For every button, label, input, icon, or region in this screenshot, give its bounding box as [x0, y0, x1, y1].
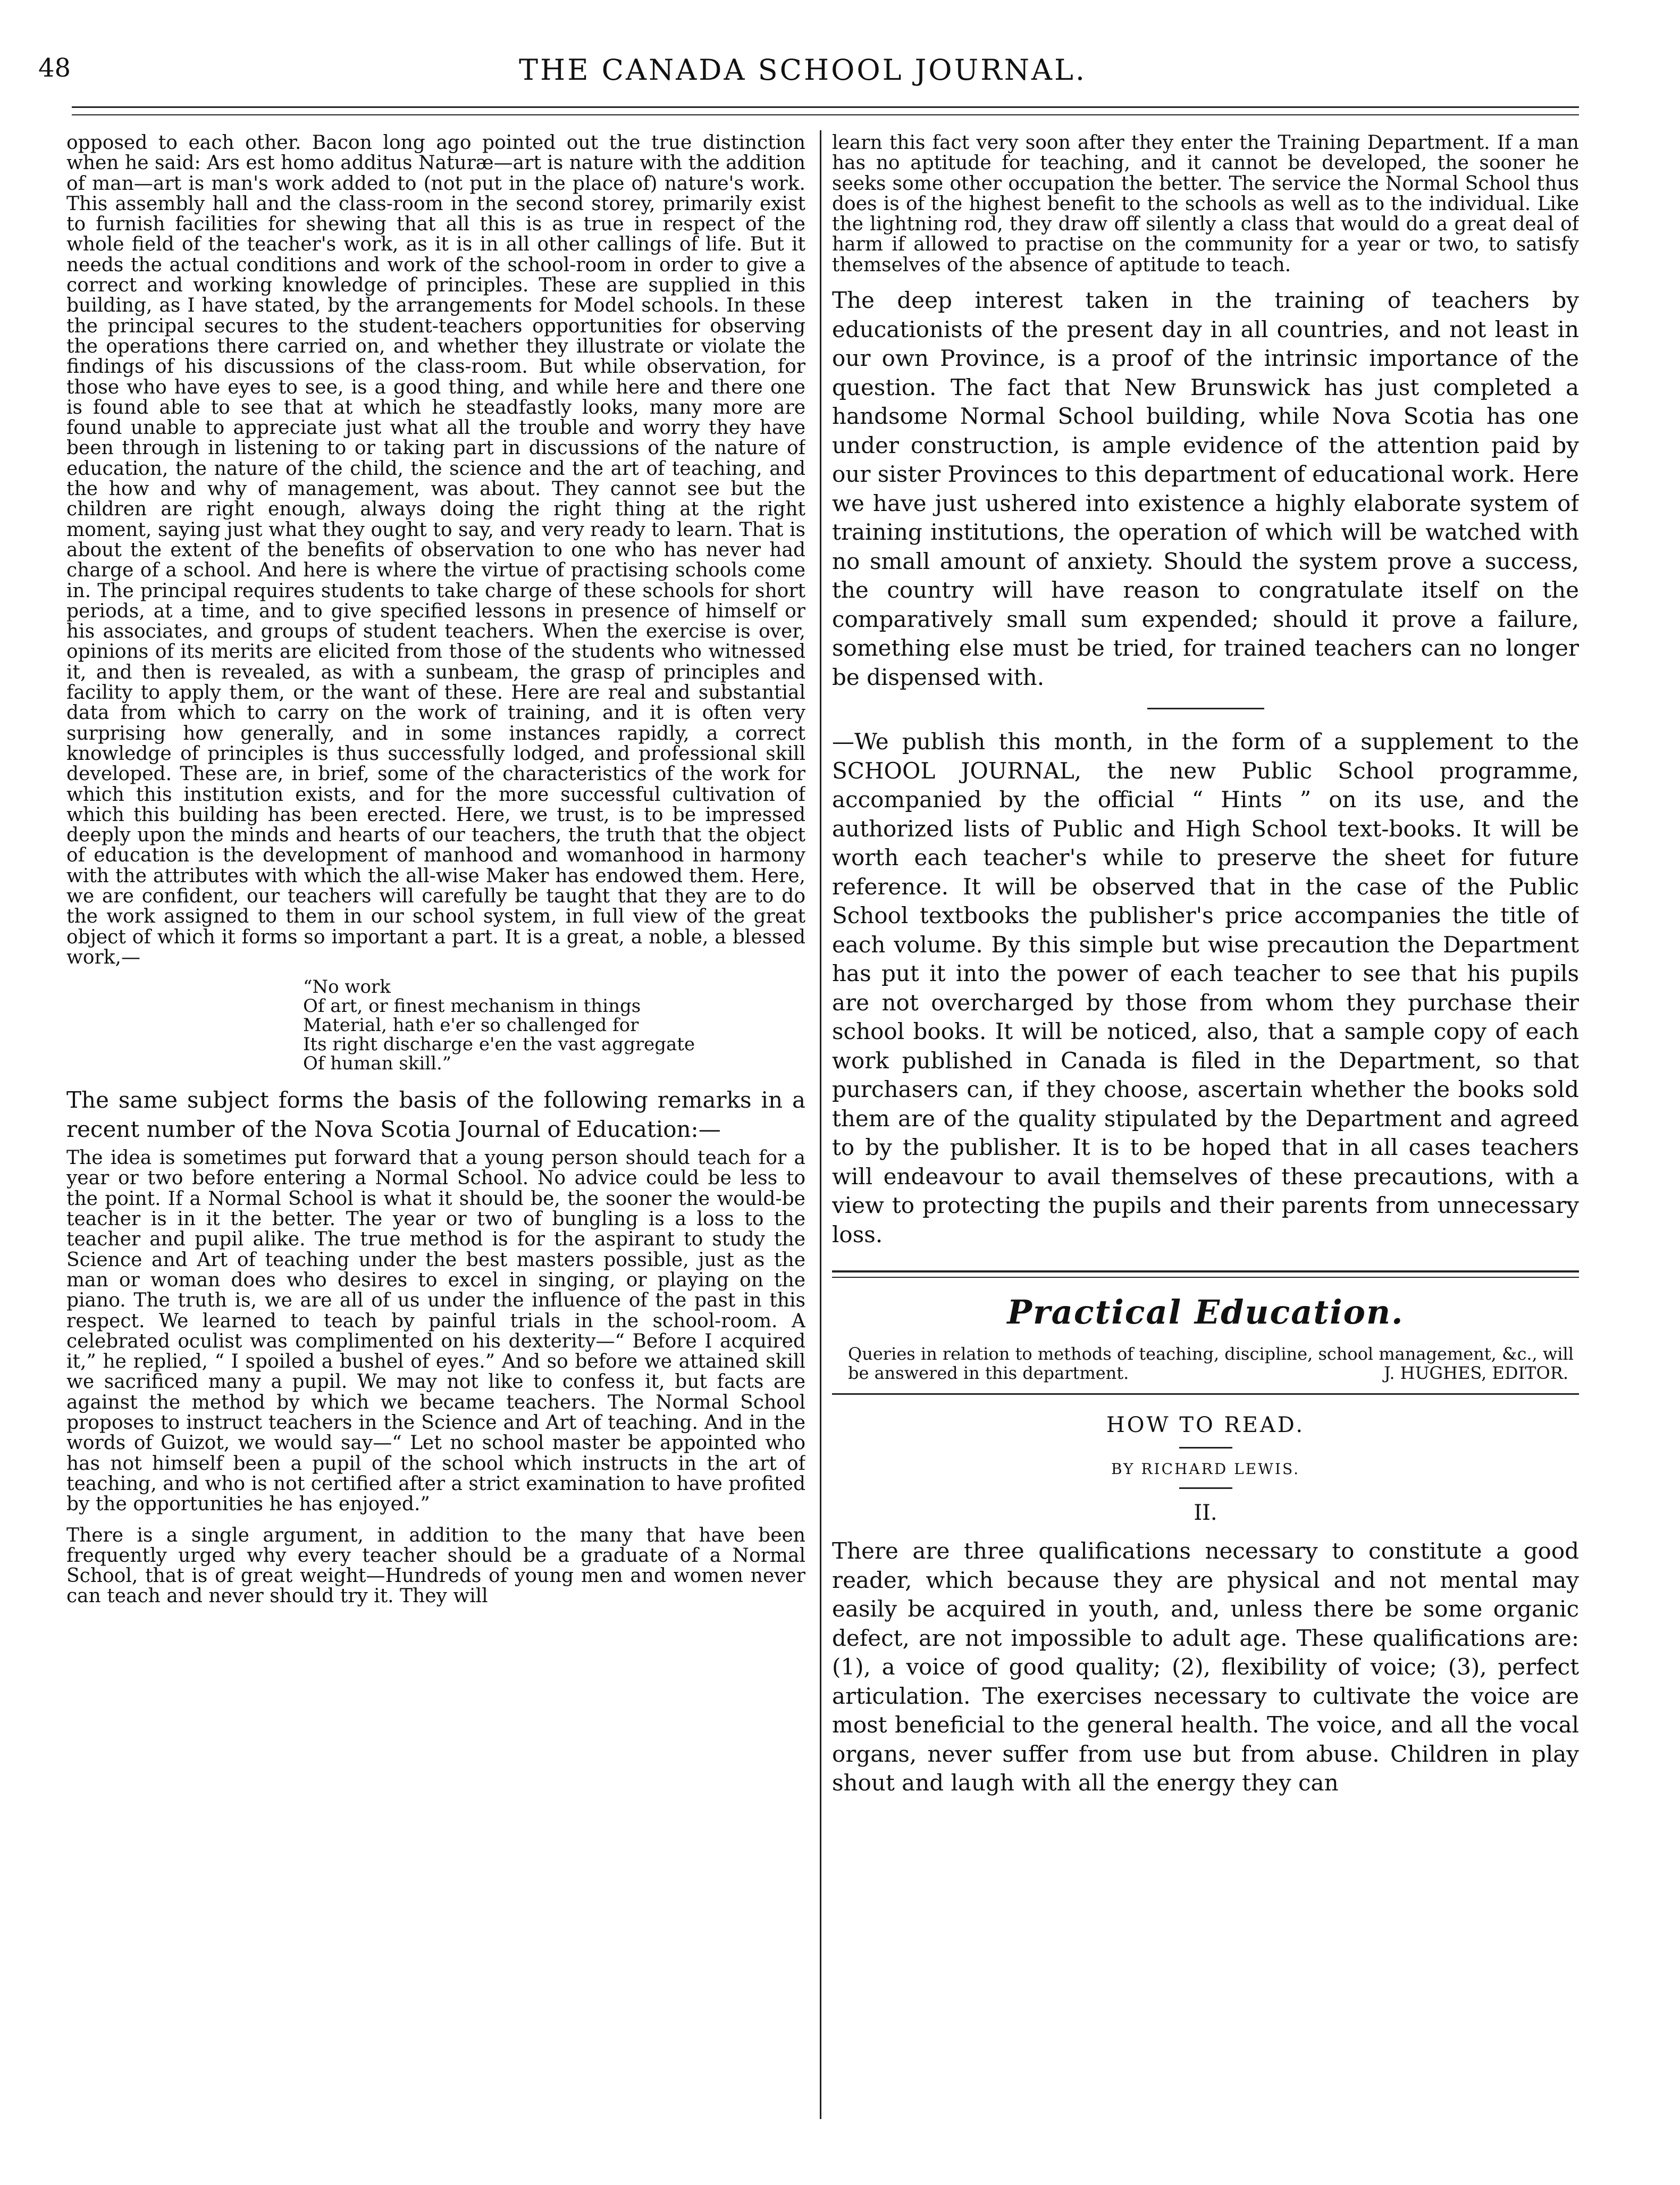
- section-title-practical-education: Practical Education.: [1007, 1293, 1404, 1332]
- poem-quote: [303, 977, 805, 1073]
- poem-line: Of human skill.”: [303, 1053, 452, 1075]
- paragraph-nova-scotia-quote: The idea is sometimes put forward that a young person should teach for a year or two before entering a Normal School. No advice could be less to the point. If a Normal School is what it should be, the sooner the would-be teacher is in it the better. The year or two of bungling is a loss to the teacher and pupil alike. The true method is for the aspirant to study the Science and Art of teaching under the best masters possible, just as the man or woman does who desires to excel in singing, or playing on the piano. The truth is, we are all of us under the influence of the past in this respect. We learned to teach by painful trials in the school-room. A celebrated oculist was complimented on his dexterity—“ Before I acquired it,” he replied, “ I spoiled a bushel of eyes.” And so before we attained skill we sacrificed many a pupil. We may not like to confess it, but facts are against the method by which we became teachers. The Normal School proposes to instruct teachers in the Science and Art of teaching. And in the words of Guizot, we would say—“ Let no school master be appointed who has not himself been a pupil of the school which instructs in the art of teaching, and who is not certified after a strict examination to have profited by the opportunities he has enjoyed.”: [66, 1147, 805, 1516]
- poem-line: Its right discharge e'en the vast aggregate: [303, 1034, 695, 1056]
- section-double-rule: [832, 1270, 1579, 1278]
- header-rule: [72, 106, 1579, 108]
- paragraph-training-department: learn this fact very soon after they enter the Training Department. If a man has no aptitude for teaching, and it cannot be developed, the sooner he seeks some other occupation the better. The service the Normal School thus does is of the highest benefit to the schools as well as to the individual. Like the lightning rod, they draw off silently a class that would do a great deal of harm if allowed to practise on the community for a year or two, to satisfy themselves of the absence of aptitude to teach.: [832, 133, 1579, 276]
- paragraph-nova-scotia-intro: The same subject forms the basis of the following remarks in a recent number of the Nova Scotia Journal of Education:—: [66, 1087, 805, 1142]
- paragraph-qualifications: There are three qualifications necessary to constitute a good reader, which because they are physical and not mental may easily be acquired in youth, and, unless there be some organic defect, are not impossible to adult age. These qualifications are: (1), a voice of good quality; (2), flexibility of voice; (3), perfect articulation. The exercises necessary to cultivate the voice are most beneficial to the general health. The voice, and all the vocal organs, never suffer from use but from abuse. Children in play shout and laugh with all the energy they can: [832, 1538, 1579, 1796]
- section-queries-note: [848, 1344, 1579, 1383]
- queries-text: Queries in relation to methods of teaching, discipline, school management, &c., will be answered in this department.: [848, 1344, 1574, 1384]
- column-divider: [820, 130, 821, 2119]
- poem-line: “No work: [303, 976, 391, 998]
- byline-rule: [1179, 1487, 1232, 1489]
- paragraph-single-argument: There is a single argument, in addition to the many that have been frequently urged why every teacher should be a graduate of a Normal School, that is of great weight—Hundreds of young men and women never can teach and never should try it. They will: [66, 1524, 805, 1608]
- page-number: 48: [38, 53, 71, 83]
- poem-line: Of art, or finest mechanism in things: [303, 995, 641, 1017]
- poem-line: Material, hath e'er so challenged for: [303, 1015, 639, 1036]
- header-rule-thin: [72, 114, 1579, 115]
- separator-rule: [1147, 708, 1264, 709]
- article-title: HOW TO READ.: [1106, 1413, 1305, 1438]
- editor-credit: J. HUGHES, EDITOR.: [1383, 1363, 1568, 1384]
- paragraph-supplement-notice: —We publish this month, in the form of a supplement to the SCHOOL JOURNAL, the new Public School programme, accompanied by the official “ Hints ” on its use, and the authorized lists of Public and High School text-books. It will be worth each teacher's while to preserve the sheet for future reference. It will be observed that in the case of the Public School textbooks the publisher's price accompanies the title of each volume. By this simple but wise precaution the Department has put it into the power of each teacher to see that his pupils are not overcharged by those from whom they purchase their school books. It will be noticed, also, that a sample copy of each work published in Canada is filed in the Department, so that purchasers can, if they choose, ascertain whether the books sold them are of the quality stipulated by the Department and agreed to by the publisher. It is to be hoped that in all cases teachers will endeavour to avail themselves of these precautions, with a view to protecting the pupils and their parents from unnecessary loss.: [832, 729, 1579, 1248]
- page-header: [32, 32, 1574, 90]
- paragraph-deep-interest: The deep interest taken in the training of teachers by educationists of the present day in all countries, and not least in our own Province, is a proof of the intrinsic importance of the question. The fact that New Brunswick has just completed a handsome Normal School building, while Nova Scotia has one under construction, is ample evidence of the attention paid by our sister Provinces to this department of educational work. Here we have just ushered into existence a highly elaborate system of training institutions, the operation of which will be watched with no small amount of anxiety. Should the system prove a success, the country will have reason to congratulate itself on the comparatively small sum expended; should it prove a failure, something else must be tried, for trained teachers can no longer be dispensed with.: [832, 287, 1579, 690]
- article-byline: BY RICHARD LEWIS.: [1111, 1460, 1300, 1478]
- title-rule: [1179, 1447, 1232, 1449]
- section-rule: [832, 1393, 1579, 1395]
- article-part-number: II.: [1194, 1501, 1217, 1526]
- left-column: [66, 133, 805, 2119]
- journal-title: THE CANADA SCHOOL JOURNAL.: [518, 53, 1087, 87]
- paragraph-normal-school-address: opposed to each other. Bacon long ago pointed out the true distinction when he said: Ars est homo additus Naturæ—art is nature with the addition of man—art is man's work added to (not put in the place of) nature's work. This assembly hall and the class-room in the second storey, primarily exist to furnish facilities for shewing that all this is as true in respect of the whole field of the teacher's work, as it is in all other callings of life. But it needs the actual conditions and work of the school-room in order to give a correct and working knowledge of principles. These are supplied in this building, as I have stated, by the arrangements for Model schools. In these the principal secures to the student-teachers opportunities for observing the operations there carried on, and whether they illustrate or violate the findings of his discussions of the class-room. But while observation, for those who have eyes to see, is a good thing, and while here and there one is found able to see that at which he steadfastly looks, many more are found unable to appreciate just what all the trouble and worry they have been through in listening to or taking part in discussions of the nature of education, the nature of the child, the science and the art of teaching, and the how and why of management, was about. They cannot see but the children are right enough, always doing the right thing at the right moment, saying just what they ought to say, and very ready to learn. That is about the extent of the benefits of observation to one who has never had charge of a school. And here is where the virtue of practising schools come in. The principal requires students to take charge of these schools for short periods, at a time, and to give specified lessons in presence of himself or his associates, and groups of student teachers. When the exercise is over, opinions of its merits are elicited from those of the students who witnessed it, and then is revealed, as with a sunbeam, the grasp of principles and facility to apply them, or the want of these. Here are real and substantial data from which to carry on the work of training, and it is often very surprising how generally, and in some instances rapidly, a correct knowledge of principles is thus successfully lodged, and professional skill developed. These are, in brief, some of the characteristics of the work for which this institution exists, and for the more successful cultivation of which this building has been erected. Here, we trust, is to be impressed deeply upon the minds and hearts of our teachers, the truth that the object of education is the development of manhood and womanhood in harmony with the attributes with which the all-wise Maker has endowed them. Here, we are confident, our teachers will carefully be taught that they are to do the work assigned to them in our school system, in full view of the great object of which it forms so important a part. It is a great, a noble, a blessed work,—: [66, 133, 805, 968]
- right-column: [832, 133, 1579, 2119]
